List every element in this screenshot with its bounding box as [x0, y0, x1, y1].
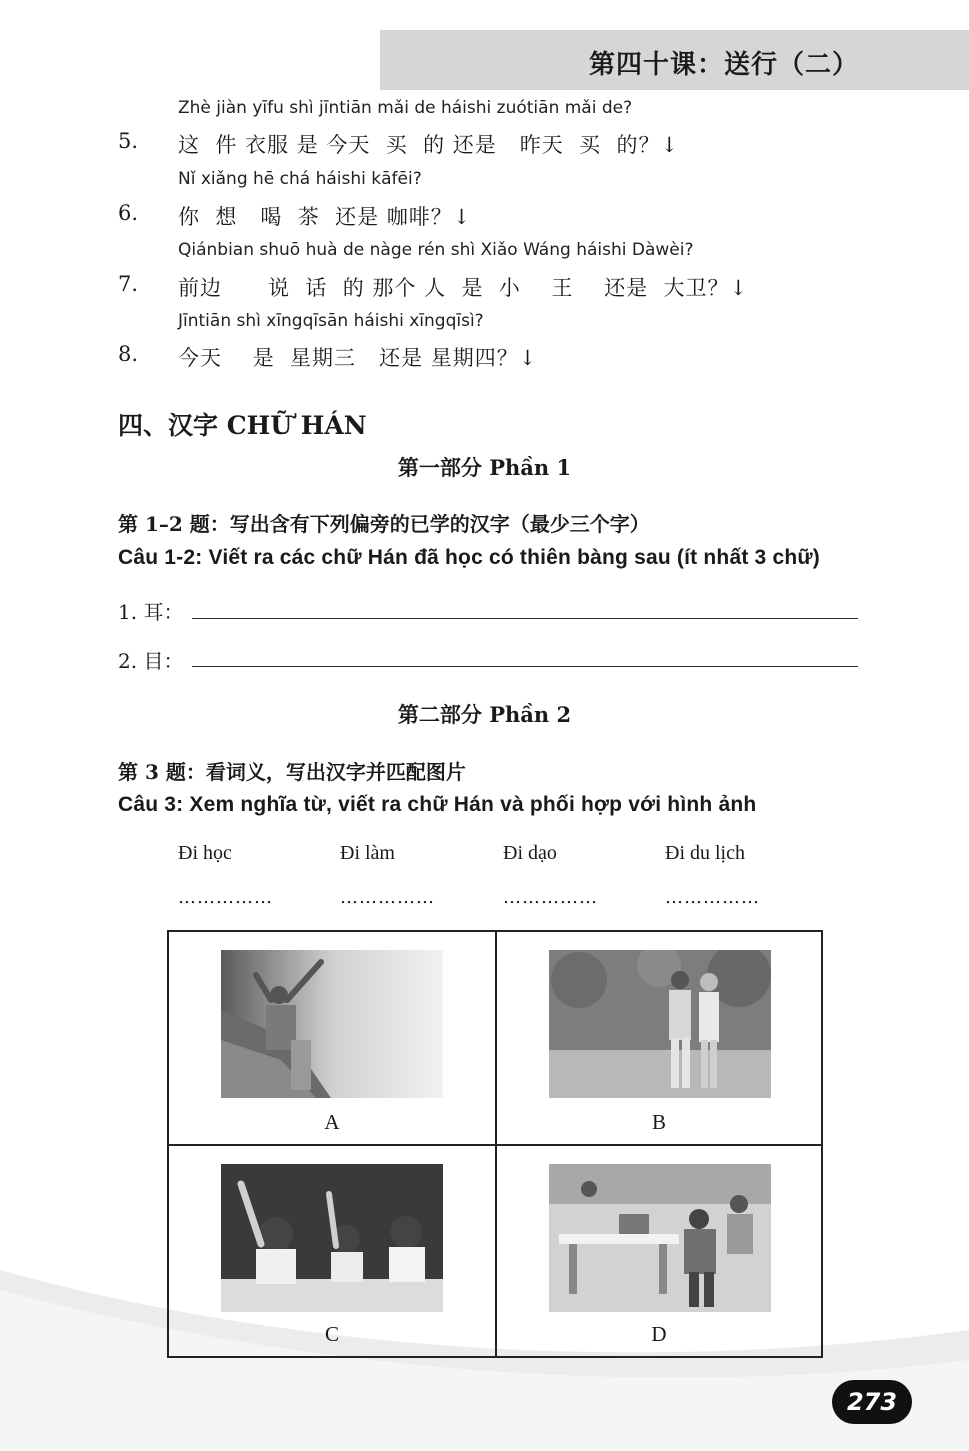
- part2-question-vi: Câu 3: Xem nghĩa từ, viết ra chữ Hán và phối hợp với hình ảnh: [118, 793, 757, 816]
- fill-item-1-line[interactable]: [192, 618, 858, 619]
- pinyin-line: Jīntiān shì xīngqīsān háishi xīngqīsì?: [178, 311, 484, 331]
- sentence-number: 7.: [118, 272, 139, 296]
- travel-photo: [221, 950, 443, 1098]
- classroom-photo: [221, 1164, 443, 1312]
- pinyin-line: Nǐ xiǎng hē chá háishi kāfēi?: [178, 169, 422, 189]
- picture-cell-c: [169, 1146, 497, 1356]
- word-di-dao: Đi dạo: [503, 842, 557, 864]
- word-di-lam: Đi làm: [340, 842, 395, 864]
- pinyin-line: Qiánbian shuō huà de nàge rén shì Xiǎo Wáng háishi Dàwèi?: [178, 240, 694, 260]
- sentence-number: 6.: [118, 201, 139, 225]
- answer-dots-4[interactable]: ……………: [665, 887, 760, 908]
- word-di-du-lich: Đi du lịch: [665, 842, 745, 864]
- hanzi-line: 今天 是 星期三 还是 星期四？↓: [178, 346, 538, 370]
- picture-label-a: A: [324, 1110, 340, 1134]
- lesson-title: 第四十课：送行（二）: [588, 50, 859, 80]
- sentence-number: 5.: [118, 129, 139, 153]
- walking-photo: [549, 950, 771, 1098]
- fill-item-1-label: 1. 耳：: [118, 600, 184, 624]
- picture-grid: [167, 930, 823, 1358]
- word-di-hoc: Đi học: [178, 842, 232, 864]
- picture-label-b: B: [651, 1110, 666, 1134]
- picture-cell-d: [497, 1146, 821, 1356]
- part2-heading: 第二部分 Phần 2: [397, 702, 572, 727]
- pinyin-line: Zhè jiàn yīfu shì jīntiān mǎi de háishi zuótiān mǎi de?: [178, 98, 633, 118]
- hanzi-line: 你 想 喝 茶 还是 咖啡？↓: [178, 205, 472, 229]
- section-heading: 四、汉字 CHỮ HÁN: [118, 411, 367, 440]
- answer-dots-3[interactable]: ……………: [503, 887, 598, 908]
- office-photo: [549, 1164, 771, 1312]
- answer-dots-1[interactable]: ……………: [178, 887, 273, 908]
- hanzi-line: 前边 说 话 的 那个 人 是 小 王 还是 大卫？↓: [178, 276, 749, 300]
- hanzi-line: 这 件 衣服 是 今天 买 的 还是 昨天 买 的？↓: [178, 133, 680, 157]
- part1-heading: 第一部分 Phần 1: [397, 455, 572, 480]
- fill-item-2-line[interactable]: [192, 666, 858, 667]
- answer-dots-2[interactable]: ……………: [340, 887, 435, 908]
- part2-question-zh: 第 3 题：看词义，写出汉字并匹配图片: [118, 760, 466, 784]
- picture-label-c: C: [324, 1322, 339, 1346]
- picture-label-d: D: [651, 1322, 667, 1346]
- part1-question-vi: Câu 1-2: Viết ra các chữ Hán đã học có thiên bàng sau (ít nhất 3 chữ): [118, 546, 820, 569]
- picture-cell-a: [169, 932, 497, 1146]
- fill-item-2-label: 2. 目：: [118, 649, 184, 673]
- sentence-number: 8.: [118, 342, 139, 366]
- page-number: 273: [832, 1380, 912, 1424]
- picture-cell-b: [497, 932, 821, 1146]
- part1-question-zh: 第 1–2 题：写出含有下列偏旁的已学的汉字（最少三个字）: [118, 512, 650, 536]
